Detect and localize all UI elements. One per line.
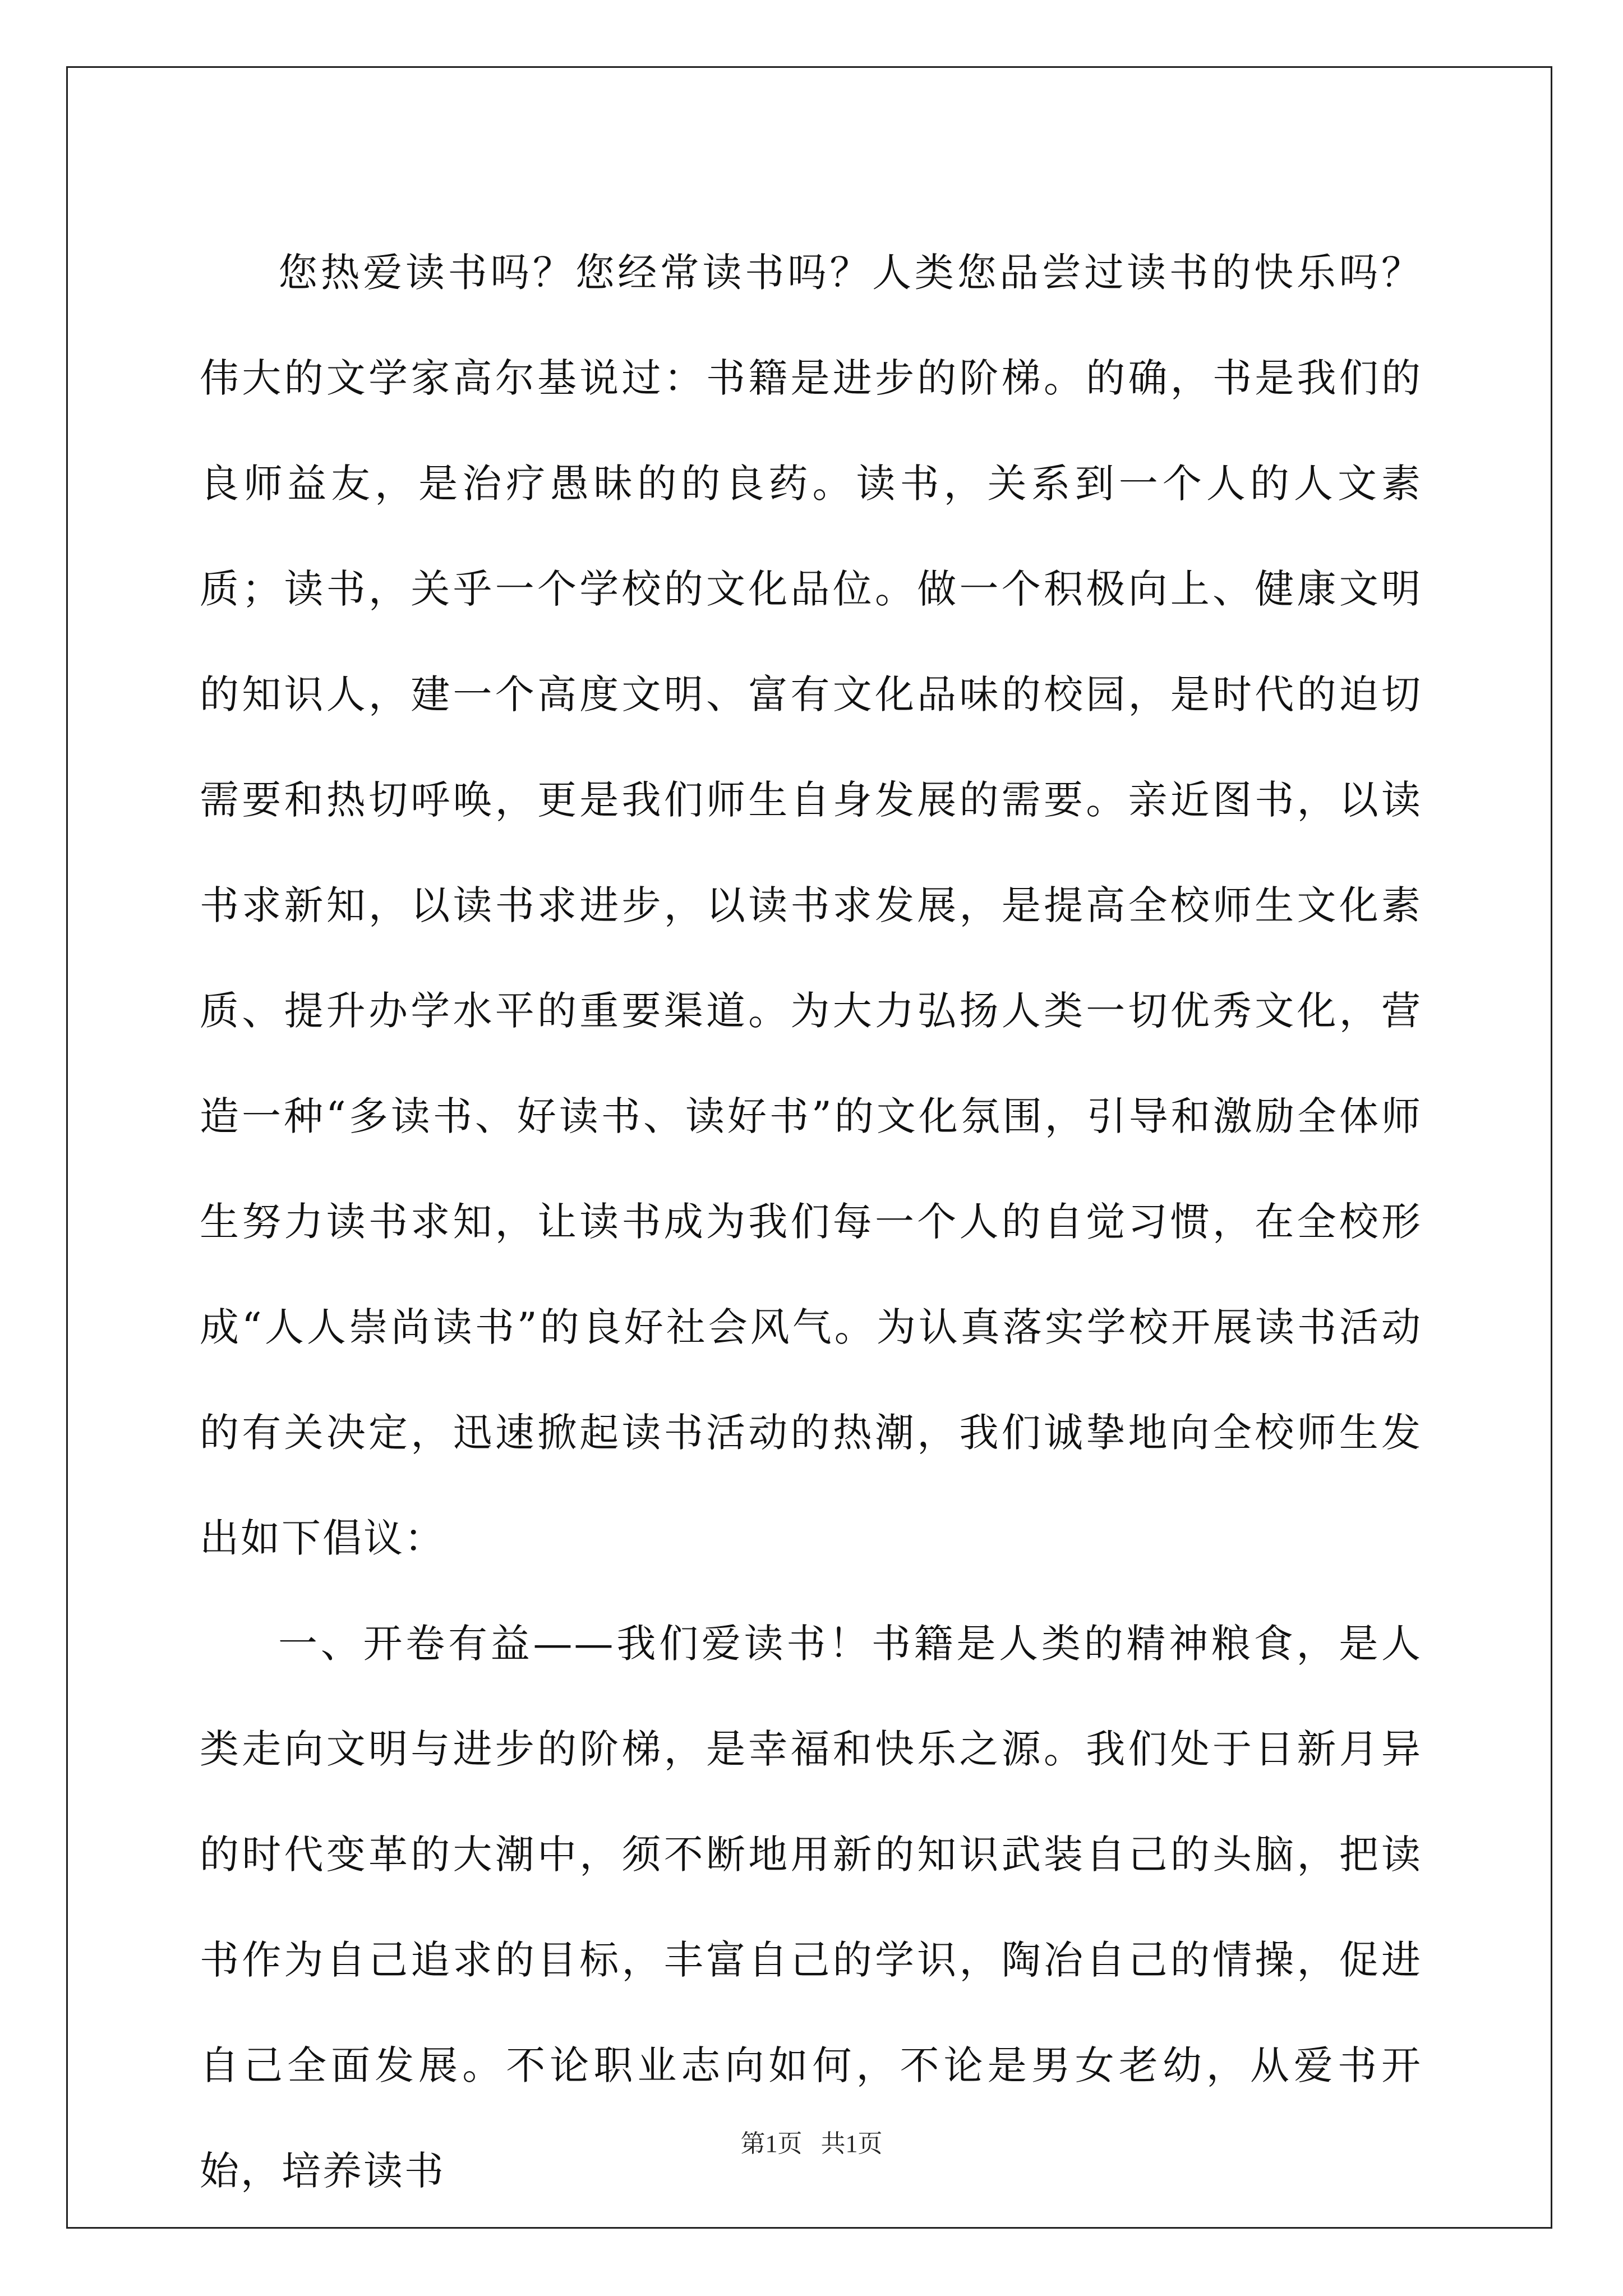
paragraph-proposal-1: 一、开卷有益——我们爱读书！书籍是人类的精神粮食，是人类走向文明与进步的阶梯，是幸福和快乐之源。我们处于日新月异的时代变革的大潮中，须不断地用新的知识武装自己的头脑，把读书作为自己追求的目标，丰富自己的学识，陶冶自己的情操，促进自己全面发展。不论职业志向如何，不论是男女老幼，从爱书开始，培养读书 — [200, 1621, 1422, 2194]
paragraph-intro: 您热爱读书吗？您经常读书吗？人类您品尝过读书的快乐吗？伟大的文学家高尔基说过：书籍是进步的阶梯。的确，书是我们的良师益友，是治疗愚昧的的良药。读书，关系到一个人的人文素质；读书，关乎一个学校的文化品位。做一个积极向上、健康文明的知识人，建一个高度文明、富有文化品味的校园，是时代的迫切需要和热切呼唤，更是我们师生自身发展的需要。亲近图书，以读书求新知，以读书求进步，以读书求发展，是提高全校师生文化素质、提升办学水平的重要渠道。为大力弘扬人类一切优秀文化，营造一种“多读书、好读书、读好书”的文化氛围，引导和激励全体师生努力读书求知，让读书成为我们每一个人的自觉习惯，在全校形成“人人崇尚读书”的良好社会风气。为认真落实学校开展读书活动的有关决定，迅速掀起读书活动的热潮，我们诚挚地向全校师生发出如下倡议： — [200, 250, 1422, 1561]
page-number-footer: 第1页 共1页 — [740, 2130, 883, 2157]
document-body — [200, 220, 1422, 2224]
